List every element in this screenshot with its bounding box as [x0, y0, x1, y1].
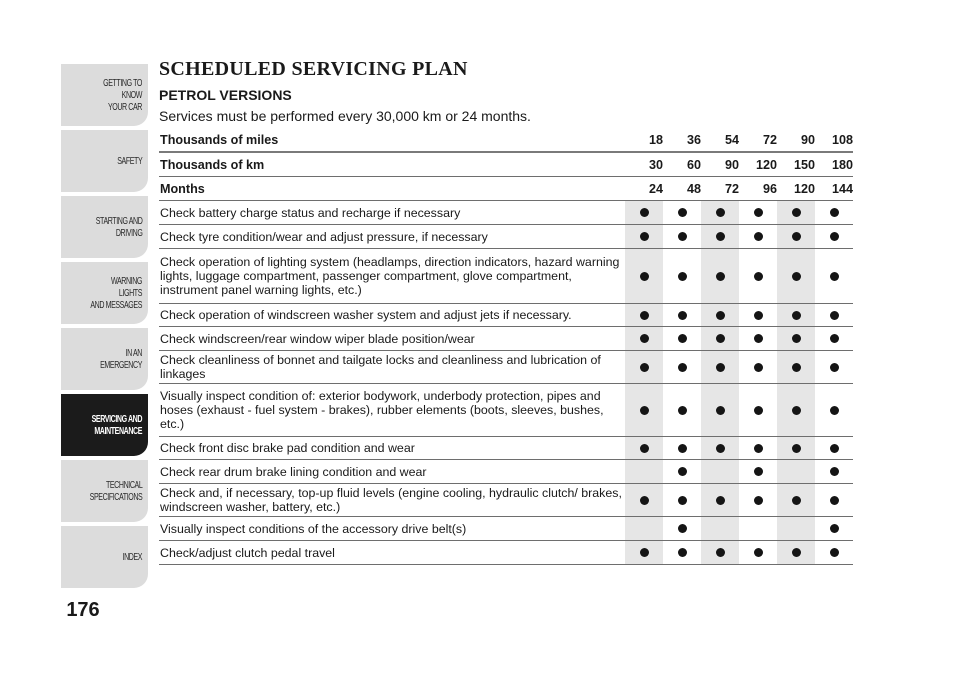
chapter-tab-label [80, 413, 142, 437]
service-interval-cell [701, 351, 739, 384]
header-value: 144 [815, 177, 853, 201]
service-item-row: Check cleanliness of bonnet and tailgate locks and cleanliness and lubrication of linkages [159, 351, 625, 384]
required-dot-icon [640, 363, 649, 372]
service-interval-cell [625, 351, 663, 384]
service-interval-cell [739, 484, 777, 517]
required-dot-icon [640, 311, 649, 320]
required-dot-icon [678, 524, 687, 533]
service-interval-cell [625, 437, 663, 460]
header-value: 54 [701, 129, 739, 153]
required-dot-icon [792, 311, 801, 320]
required-dot-icon [792, 272, 801, 281]
section-subtitle: PETROL VERSIONS [159, 87, 292, 103]
service-item-row: Check rear drum brake lining condition and wear [159, 460, 625, 484]
chapter-tab-label-line: GETTING TO KNOW [103, 77, 142, 101]
chapter-tab-label-line: SERVICING AND [91, 413, 142, 425]
service-interval-cell [701, 437, 739, 460]
required-dot-icon [716, 406, 725, 415]
service-interval-cell [815, 460, 853, 484]
service-interval-cell [701, 201, 739, 225]
header-row-label: Thousands of miles [159, 129, 625, 153]
required-dot-icon [678, 467, 687, 476]
chapter-tab-technical-specifications[interactable] [61, 460, 148, 522]
service-item-row: Check tyre condition/wear and adjust pressure, if necessary [159, 225, 625, 249]
required-dot-icon [716, 311, 725, 320]
header-row-label: Thousands of km [159, 153, 625, 177]
chapter-tab-label [76, 347, 142, 371]
chapter-tab-label-line: DRIVING [115, 227, 142, 239]
required-dot-icon [754, 208, 763, 217]
service-interval-cell [625, 249, 663, 304]
required-dot-icon [830, 548, 839, 557]
header-value: 72 [701, 177, 739, 201]
service-interval-cell [815, 351, 853, 384]
service-interval-cell [701, 517, 739, 541]
required-dot-icon [640, 334, 649, 343]
service-interval-cell [739, 384, 777, 437]
service-interval-cell [815, 484, 853, 517]
required-dot-icon [792, 208, 801, 217]
service-interval-cell [701, 327, 739, 351]
required-dot-icon [754, 311, 763, 320]
intro-text: Services must be performed every 30,000 km or 24 months. [159, 108, 531, 124]
service-interval-cell [815, 384, 853, 437]
service-interval-cell [625, 484, 663, 517]
chapter-tab-label-line: TECHNICAL [105, 479, 142, 491]
service-interval-cell [625, 541, 663, 565]
service-interval-cell [663, 201, 701, 225]
service-interval-cell [625, 304, 663, 327]
header-value: 120 [739, 153, 777, 177]
service-interval-cell [701, 384, 739, 437]
chapter-tab-label-line: SPECIFICATIONS [89, 491, 142, 503]
service-item-row: Visually inspect condition of: exterior bodywork, underbody protection, pipes and hoses (exhaust - fuel system - brakes), rubber elements (boots, sleeves, bushes, etc.) [159, 384, 625, 437]
service-item-row: Check front disc brake pad condition and wear [159, 437, 625, 460]
service-interval-cell [625, 460, 663, 484]
chapter-tab-label-line: MAINTENANCE [94, 425, 142, 437]
header-value: 60 [663, 153, 701, 177]
chapter-tab-label [118, 551, 142, 563]
service-interval-cell [625, 201, 663, 225]
required-dot-icon [716, 232, 725, 241]
required-dot-icon [678, 232, 687, 241]
required-dot-icon [830, 272, 839, 281]
chapter-tab-index[interactable] [61, 526, 148, 588]
required-dot-icon [716, 272, 725, 281]
service-interval-cell [663, 304, 701, 327]
service-interval-cell [777, 249, 815, 304]
service-interval-cell [701, 541, 739, 565]
page-title: SCHEDULED SERVICING PLAN [159, 58, 468, 80]
chapter-tab-label [76, 77, 142, 113]
service-interval-cell [663, 484, 701, 517]
chapter-tab-strip [61, 64, 148, 592]
service-interval-cell [739, 437, 777, 460]
service-interval-cell [739, 351, 777, 384]
header-value: 150 [777, 153, 815, 177]
required-dot-icon [716, 444, 725, 453]
header-value: 24 [625, 177, 663, 201]
service-interval-cell [663, 225, 701, 249]
service-interval-cell [701, 249, 739, 304]
required-dot-icon [792, 406, 801, 415]
required-dot-icon [754, 444, 763, 453]
service-interval-cell [663, 351, 701, 384]
chapter-tab-label [78, 479, 142, 503]
required-dot-icon [640, 496, 649, 505]
service-item-row: Check battery charge status and recharge if necessary [159, 201, 625, 225]
service-interval-cell [815, 517, 853, 541]
chapter-tab-warning-lights-and-messages[interactable] [61, 262, 148, 324]
service-interval-cell [739, 541, 777, 565]
required-dot-icon [830, 208, 839, 217]
required-dot-icon [678, 444, 687, 453]
required-dot-icon [830, 524, 839, 533]
service-interval-cell [701, 304, 739, 327]
service-interval-cell [663, 541, 701, 565]
service-interval-cell [815, 201, 853, 225]
service-interval-cell [739, 304, 777, 327]
service-interval-cell [739, 225, 777, 249]
required-dot-icon [830, 467, 839, 476]
service-item-row: Check windscreen/rear window wiper blade position/wear [159, 327, 625, 351]
required-dot-icon [792, 232, 801, 241]
chapter-tab-safety[interactable] [61, 130, 148, 192]
service-interval-cell [815, 249, 853, 304]
required-dot-icon [716, 334, 725, 343]
service-interval-cell [739, 327, 777, 351]
service-interval-cell [777, 304, 815, 327]
required-dot-icon [716, 363, 725, 372]
service-interval-cell [625, 327, 663, 351]
service-interval-cell [739, 460, 777, 484]
required-dot-icon [678, 311, 687, 320]
chapter-tab-starting-and-driving[interactable] [61, 196, 148, 258]
service-interval-cell [815, 225, 853, 249]
chapter-tab-label-line: AND MESSAGES [90, 299, 142, 311]
service-item-row: Check and, if necessary, top-up fluid levels (engine cooling, hydraulic clutch/ brakes, windscreen washer, battery, etc.) [159, 484, 625, 517]
required-dot-icon [754, 272, 763, 281]
required-dot-icon [754, 467, 763, 476]
required-dot-icon [640, 548, 649, 557]
required-dot-icon [830, 496, 839, 505]
chapter-tab-in-an-emergency[interactable] [61, 328, 148, 390]
required-dot-icon [640, 272, 649, 281]
required-dot-icon [678, 406, 687, 415]
chapter-tab-label-line: WARNING LIGHTS [110, 275, 142, 299]
service-interval-cell [777, 225, 815, 249]
chapter-tab-servicing-and-maintenance[interactable] [61, 394, 148, 456]
chapter-tab-label-line: INDEX [122, 551, 142, 563]
service-interval-cell [815, 327, 853, 351]
service-interval-cell [663, 437, 701, 460]
service-interval-cell [777, 460, 815, 484]
header-value: 90 [777, 129, 815, 153]
required-dot-icon [678, 496, 687, 505]
required-dot-icon [678, 334, 687, 343]
header-value: 72 [739, 129, 777, 153]
required-dot-icon [716, 208, 725, 217]
service-interval-cell [625, 225, 663, 249]
chapter-tab-label-line: SAFETY [116, 155, 142, 167]
service-interval-cell [777, 201, 815, 225]
required-dot-icon [640, 444, 649, 453]
header-row-label: Months [159, 177, 625, 201]
main-content [159, 58, 854, 565]
page-number: 176 [66, 599, 100, 621]
service-interval-cell [777, 327, 815, 351]
chapter-tab-label [111, 155, 142, 167]
service-interval-cell [625, 384, 663, 437]
service-interval-cell [777, 437, 815, 460]
header-value: 18 [625, 129, 663, 153]
header-value: 90 [701, 153, 739, 177]
required-dot-icon [830, 363, 839, 372]
chapter-tab-label [85, 215, 142, 239]
required-dot-icon [792, 548, 801, 557]
service-interval-cell [701, 460, 739, 484]
required-dot-icon [678, 363, 687, 372]
service-interval-cell [777, 384, 815, 437]
service-interval-cell [663, 249, 701, 304]
service-interval-cell [701, 225, 739, 249]
service-interval-cell [663, 327, 701, 351]
servicing-plan-table [159, 129, 854, 565]
header-value: 120 [777, 177, 815, 201]
required-dot-icon [640, 232, 649, 241]
required-dot-icon [792, 334, 801, 343]
service-interval-cell [739, 201, 777, 225]
required-dot-icon [754, 334, 763, 343]
service-interval-cell [701, 484, 739, 517]
required-dot-icon [678, 548, 687, 557]
header-value: 96 [739, 177, 777, 201]
chapter-tab-label-line: YOUR CAR [107, 101, 142, 113]
required-dot-icon [678, 272, 687, 281]
service-interval-cell [739, 249, 777, 304]
required-dot-icon [716, 548, 725, 557]
required-dot-icon [754, 406, 763, 415]
required-dot-icon [792, 496, 801, 505]
service-interval-cell [663, 517, 701, 541]
service-item-row: Check operation of windscreen washer system and adjust jets if necessary. [159, 304, 625, 327]
required-dot-icon [830, 406, 839, 415]
header-value: 180 [815, 153, 853, 177]
required-dot-icon [754, 548, 763, 557]
service-interval-cell [815, 437, 853, 460]
required-dot-icon [754, 363, 763, 372]
required-dot-icon [754, 232, 763, 241]
service-interval-cell [739, 517, 777, 541]
header-value: 36 [663, 129, 701, 153]
service-item-row: Check operation of lighting system (headlamps, direction indicators, hazard warning lights, luggage compartment, passenger compartment, glove compartment, instrument panel warning lights, etc.) [159, 249, 625, 304]
header-value: 108 [815, 129, 853, 153]
header-value: 48 [663, 177, 701, 201]
chapter-tab-label-line: IN AN EMERGENCY [100, 347, 142, 371]
required-dot-icon [792, 444, 801, 453]
service-interval-cell [663, 384, 701, 437]
required-dot-icon [640, 406, 649, 415]
required-dot-icon [830, 444, 839, 453]
chapter-tab-getting-to-know-your-car[interactable] [61, 64, 148, 126]
service-interval-cell [663, 460, 701, 484]
service-interval-cell [625, 517, 663, 541]
required-dot-icon [830, 334, 839, 343]
required-dot-icon [830, 311, 839, 320]
required-dot-icon [640, 208, 649, 217]
service-item-row: Visually inspect conditions of the accessory drive belt(s) [159, 517, 625, 541]
service-interval-cell [815, 541, 853, 565]
chapter-tab-label [76, 275, 142, 311]
required-dot-icon [754, 496, 763, 505]
header-value: 30 [625, 153, 663, 177]
required-dot-icon [678, 208, 687, 217]
service-interval-cell [777, 351, 815, 384]
service-interval-cell [815, 304, 853, 327]
service-item-row: Check/adjust clutch pedal travel [159, 541, 625, 565]
chapter-tab-label-line: STARTING AND [95, 215, 142, 227]
service-interval-cell [777, 517, 815, 541]
required-dot-icon [830, 232, 839, 241]
service-interval-cell [777, 541, 815, 565]
required-dot-icon [792, 363, 801, 372]
required-dot-icon [716, 496, 725, 505]
service-interval-cell [777, 484, 815, 517]
